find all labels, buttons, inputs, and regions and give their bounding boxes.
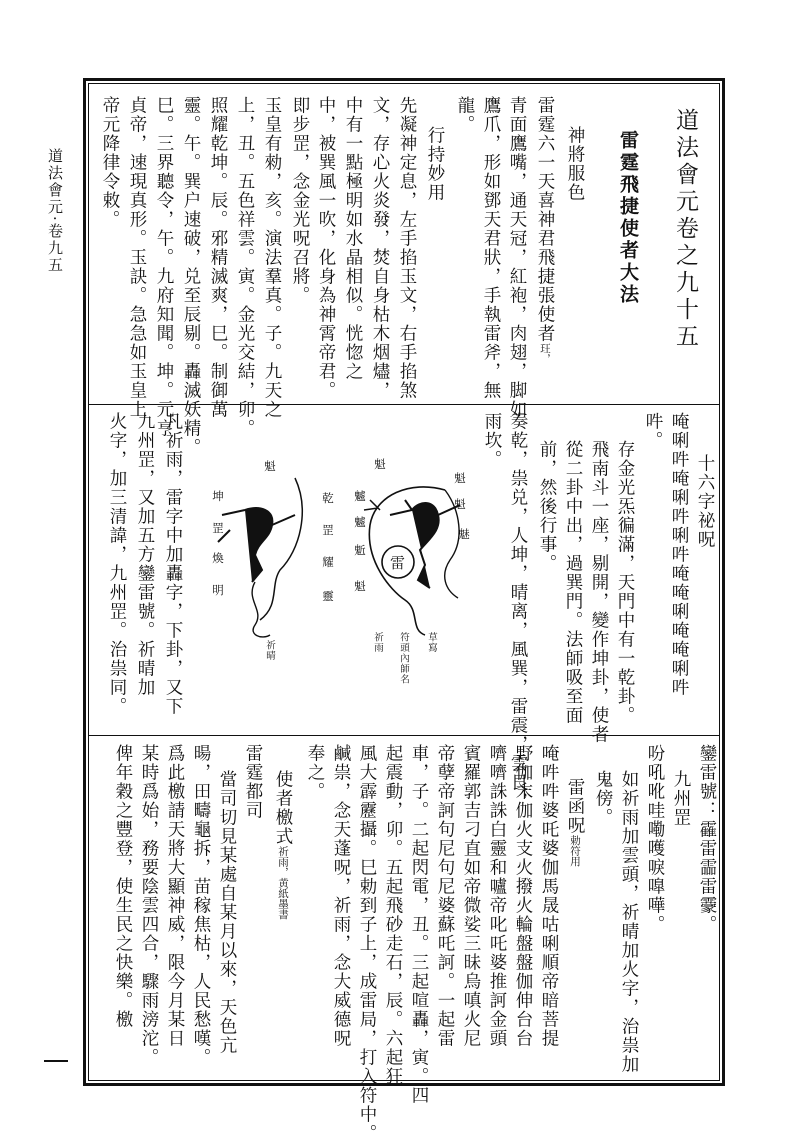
section-title: 雷霆飛捷使者大法 xyxy=(617,130,639,306)
chapter-title: 道法會元卷之九十五 xyxy=(672,108,698,351)
text-line: 文，存心火炎發，焚自身枯木烟燼， xyxy=(370,96,390,400)
text-line: 凡祈雨，雷字中加轟字，下卦，又下 xyxy=(163,412,183,716)
talisman-rain-figure xyxy=(350,470,480,640)
text-line: 俾年穀之豐登，使生民之快樂。檄 xyxy=(113,744,133,1029)
talisman-label: 魁 xyxy=(453,498,467,511)
talisman-label: 魁 xyxy=(373,458,387,471)
heading-mi-zhou: 十六字祕呪 xyxy=(695,454,715,549)
mantra-line: 唵唎吽唵唎吽唎吽唵唵唎唵唵唎吽 xyxy=(669,412,689,697)
text-line: 吩吼吪哇嘞嚄唳嘷嘩。 xyxy=(645,744,665,934)
talisman-label: 魁 xyxy=(353,580,367,593)
text-line: 雷霆六一天喜神君飛捷張使者玨， xyxy=(535,96,555,364)
talisman-label: 罡 xyxy=(211,522,225,535)
mantra-line: 野伽末伽火支火撥火輪盤盤伽伸台台 xyxy=(513,744,533,1048)
text-line: 風大霹靂攝。巳勅到子上，成雷局，打入符中。 xyxy=(357,744,377,1143)
text-line: 雨坎。 xyxy=(482,412,502,469)
text-line: 奉之。 xyxy=(305,744,325,801)
talisman-label: 魁 xyxy=(263,460,277,473)
heading-shen-jiang: 神將服色 xyxy=(565,126,585,202)
heading-shi-zhe-xi: 使者檄式祈雨，黄紙墨書 xyxy=(273,770,293,920)
text-line: 貞帝，速現真形。玉訣。急急如玉皇上 xyxy=(127,96,147,419)
text-line: 起震動，卯。五起飛砂走石，辰。六起狂 xyxy=(383,744,403,1086)
text-line: 前，然後行事。 xyxy=(537,440,557,573)
text-line: 龍。 xyxy=(455,96,475,134)
talisman-label: 魅 xyxy=(457,528,471,541)
mantra-line: 賓羅郭吉刁直如帝微娑三昧烏嗔火尼 xyxy=(461,744,481,1048)
text-line: 鑾雷號：靃雷霝雷靀。 xyxy=(697,744,717,934)
text-line: 車，子。二起閃電，丑。三起喧轟，寅。四 xyxy=(409,744,429,1105)
text-line: 鷹爪，形如鄧天君狀，手執雷斧，無 xyxy=(481,96,501,400)
text-line: 鬼傍。 xyxy=(593,770,613,827)
talisman-label: 罡 xyxy=(321,524,335,537)
talisman-label: 耀 xyxy=(321,556,335,569)
text-line: 鹹祟，念天蓬呪，祈雨，念大威德呪 xyxy=(331,744,351,1048)
text-line: 照耀乾坤。辰。邪精滅爽，巳。制御萬 xyxy=(208,96,228,419)
page-number-rule xyxy=(44,1060,68,1068)
text-line: 火字，加三清諱，九州罡。治祟同。 xyxy=(107,412,127,716)
talisman-label: 靈 xyxy=(321,590,335,603)
heading-xing-chi: 行持妙用 xyxy=(425,126,445,202)
talisman-label: 煥 xyxy=(211,552,225,565)
section-divider-bottom xyxy=(88,735,720,736)
text-line: 某時爲始，務要陰雲四合，驟雨滂沱。 xyxy=(139,744,159,1067)
talisman-label: 鬿 xyxy=(353,544,367,557)
text-line: 帝元降律令敕。 xyxy=(100,96,120,229)
text-line: 中，被巽風一吹，化身為神霄帝君。 xyxy=(316,96,336,400)
mantra-line: 唵吽吽婆吒婆伽馬晟咕唎順帝暗菩提 xyxy=(539,744,559,1048)
text-line: 爲此檄請天將大顯神威，限今月某日 xyxy=(165,744,185,1048)
talisman-label: 乾 xyxy=(321,492,335,505)
svg-text:雷: 雷 xyxy=(390,554,406,572)
text-line: 中有一點極明如水晶相似。恍惚之 xyxy=(343,96,363,381)
text-line: 奏乾，祟兑，人坤，晴离，風巽，雷震，雲艮， xyxy=(508,412,528,811)
talisman-label: 坤 xyxy=(211,490,225,503)
text-line: 如祈雨加雲頭，祈晴加火字，治祟加 xyxy=(619,770,639,1074)
text-line: 飛南斗一座，剔開，變作坤卦，使者 xyxy=(589,440,609,744)
mantra-line: 嚌嚌誅誅白靈和嚧帝叱吒婆推訶金頭 xyxy=(487,744,507,1048)
talisman-label: 魖 xyxy=(353,516,367,529)
text-line: 當司切見某處自某月以來，天色亢 xyxy=(217,770,237,1055)
text-line: 靈。午。巽户速破，兑至辰剔。轟滅妖精。 xyxy=(181,96,201,457)
heading-lei-han: 雷函呪勅符用 xyxy=(565,778,585,867)
talisman-label: 魁 xyxy=(453,472,467,485)
text-line: 九州罡，又加五方鑾雷號。祈晴加 xyxy=(135,412,155,697)
talisman-label: 明 xyxy=(211,584,225,597)
talisman-caption: 祈雨 xyxy=(372,632,383,653)
text-line: 青面鷹嘴，通天冠，紅袍，肉翅，脚如 xyxy=(507,96,527,419)
text-line: 玉皇有勑，亥。演法羣真。子。九天之 xyxy=(262,96,282,419)
text-line: 雷霆都司 xyxy=(243,744,263,820)
text-line: 存金光炁徧滿，天門中有一乾卦。 xyxy=(615,440,635,725)
text-line: 從二卦中出，過巽門。法師吸至面 xyxy=(563,440,583,725)
text-line: 上，丑。五色祥雲。寅。金光交結，卯。 xyxy=(235,96,255,438)
mantra-line: 帝孽帝訶句尼句尼婆蘇吒訶。一起雷 xyxy=(435,744,455,1048)
talisman-label: 魖 xyxy=(353,490,367,503)
text-line: 先凝神定息，左手掐玉文，右手掐煞 xyxy=(397,96,417,400)
text-line: 巳。三界聽令，午。九府知聞。坤。元亨 xyxy=(154,96,174,438)
talisman-caption: 祈晴 xyxy=(264,640,275,661)
text-line: 暘，田疇龜拆，苗稼焦枯，人民愁嘆。 xyxy=(191,744,211,1067)
mantra-line: 吽。 xyxy=(643,412,663,450)
running-title: 道法會元·卷九五 xyxy=(46,148,64,274)
text-line: 即步罡，念金光呪召將。 xyxy=(290,96,310,305)
talisman-caption: 符頭內師名 xyxy=(398,632,409,685)
heading-jiu-zhou: 九州罡 xyxy=(671,770,691,827)
talisman-caption: 草寫 xyxy=(426,632,437,653)
